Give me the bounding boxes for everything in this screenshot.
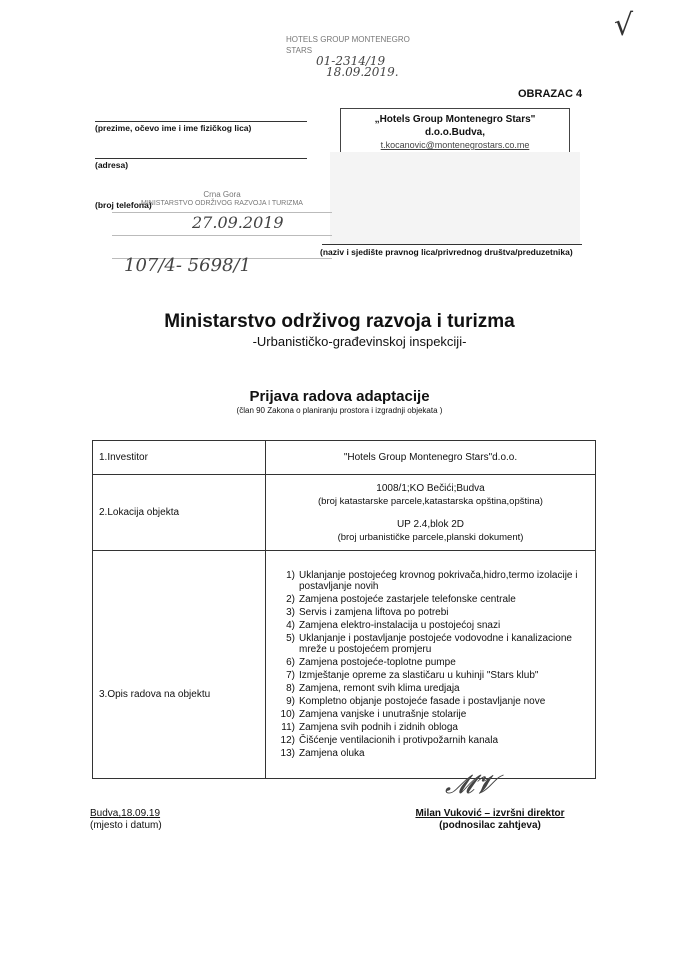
name-label: (prezime, očevo ime i ime fizičkog lica) <box>95 123 252 133</box>
investor-value: "Hotels Group Montenegro Stars"d.o.o. <box>266 441 596 475</box>
location-label: 2.Lokacija objekta <box>93 475 266 551</box>
works-list <box>267 570 594 759</box>
work-text: Zamjena svih podnih i zidnih obloga <box>299 722 458 733</box>
stamp-number: 01-2314/19 <box>316 54 386 68</box>
company-box <box>340 108 570 153</box>
work-item <box>267 696 594 707</box>
form-table <box>92 440 596 779</box>
table-row <box>93 475 596 551</box>
work-item <box>267 657 594 668</box>
work-number: 11) <box>281 722 295 733</box>
work-text: Uklanjanje i postavljanje postojeće vodovodne i kanalizacione mreže u postojećem promjeru <box>299 633 572 655</box>
work-text: Zamjena, remont svih klima uredjaja <box>299 683 460 694</box>
company-city: d.o.o.Budva, <box>425 127 485 138</box>
work-text: Zamjena vanjske i unutrašnje stolarije <box>299 709 467 720</box>
stamp-country: Crna Gora <box>203 190 241 199</box>
stamp-received-date: 27.09.2019 <box>192 213 284 232</box>
work-number: 4) <box>286 620 295 631</box>
work-text: Izmještanje opreme za slastičaru u kuhinji "Stars klub" <box>299 670 539 681</box>
work-text: Čišćenje ventilacionih i protivpožarnih kanala <box>299 735 498 746</box>
signer-label: (podnosilac zahtjeva) <box>439 820 541 831</box>
work-item <box>267 722 594 733</box>
work-item <box>267 594 594 605</box>
form-number: OBRAZAC 4 <box>518 88 583 100</box>
parcel-caption: (broj katastarske parcele,katastarska opština,opština) <box>318 495 543 507</box>
work-number: 7) <box>286 670 295 681</box>
work-item <box>267 620 594 631</box>
place-date: Budva,18.09.19 <box>90 808 161 819</box>
work-item <box>267 633 594 655</box>
investor-label: 1.Investitor <box>93 441 266 475</box>
work-number: 12) <box>280 735 295 746</box>
place-date-label: (mjesto i datum) <box>90 820 162 831</box>
stamp-ministry: MINISTARSTVO ODRŽIVOG RAZVOJA I TURIZMA <box>141 200 303 207</box>
article-reference: (član 90 Zakona o planiranju prostora i izgradnji objekata ) <box>236 406 443 415</box>
name-line <box>95 121 307 122</box>
address-label: (adresa) <box>95 160 129 170</box>
work-item <box>267 607 594 618</box>
work-text: Servis i zamjena liftova po potrebi <box>299 607 449 618</box>
work-text: Kompletno objanje postojeće fasade i postavljanje nove <box>299 696 546 707</box>
work-item <box>267 709 594 720</box>
work-text: Uklanjanje postojećeg krovnog pokrivača,hidro,termo izolacije i postavljanje novih <box>299 570 578 592</box>
work-number: 2) <box>286 594 295 605</box>
check-mark-icon: √ <box>614 8 634 43</box>
work-number: 5) <box>286 633 295 644</box>
ministry-stamp <box>112 190 332 282</box>
work-number: 8) <box>286 683 295 694</box>
work-number: 9) <box>286 696 295 707</box>
company-name: „Hotels Group Montenegro Stars" <box>374 114 536 125</box>
work-item <box>267 670 594 681</box>
work-text: Zamjena postojeće-toplotne pumpe <box>299 657 456 668</box>
works-value <box>266 551 596 779</box>
stamp-row-number <box>112 255 332 281</box>
table-row <box>93 441 596 475</box>
place-date-block <box>90 808 162 832</box>
urban-parcel: UP 2.4,blok 2D <box>396 518 465 530</box>
work-number: 13) <box>280 748 295 759</box>
work-text: Zamjena elektro-instalacija u postojećoj snazi <box>299 620 501 631</box>
parcel-number: 1008/1;KO Bečići;Budva <box>376 482 485 494</box>
work-item <box>267 735 594 746</box>
work-number: 1) <box>286 570 295 581</box>
legal-label: (naziv i sjedište pravnog lica/privrednog društva/preduzetnika) <box>320 247 573 257</box>
work-item <box>267 748 594 759</box>
stamp-date: 18.09.2019. <box>326 65 399 79</box>
work-item <box>267 683 594 694</box>
company-email: t.kocanovic@montenegrostars.co.me <box>380 140 530 150</box>
received-stamp <box>286 34 436 78</box>
phone-label: (broj telefona) <box>95 200 152 210</box>
stamp-registry-number: 107/4- 5698/1 <box>124 255 252 276</box>
legal-line <box>322 244 582 245</box>
work-text: Zamjena postojeće zastarjele telefonske centrale <box>299 594 516 605</box>
work-text: Zamjena oluka <box>299 748 365 759</box>
signer-block <box>405 808 575 832</box>
urban-caption: (broj urbanističke parcele,planski dokument) <box>337 531 524 543</box>
address-line <box>95 158 307 159</box>
redacted-area <box>330 152 580 244</box>
works-label: 3.Opis radova na objektu <box>93 551 266 779</box>
stamp-row-date <box>112 212 332 235</box>
document-title: Prijava radova adaptacije <box>249 388 430 405</box>
stamp-company-line: HOTELS GROUP MONTENEGRO STARS <box>286 35 410 55</box>
ministry-title: Ministarstvo održivog razvoja i turizma <box>164 311 515 332</box>
inspection-subtitle: -Urbanističko-građevinskoj inspekciji- <box>252 334 467 349</box>
work-item <box>267 570 594 592</box>
work-number: 3) <box>286 607 295 618</box>
signer-name: Milan Vuković – izvršni direktor <box>415 808 565 819</box>
location-value <box>266 475 596 551</box>
table-row <box>93 551 596 779</box>
signature: 𝓜𝓥 <box>445 770 496 800</box>
work-number: 6) <box>286 657 295 668</box>
work-number: 10) <box>280 709 295 720</box>
